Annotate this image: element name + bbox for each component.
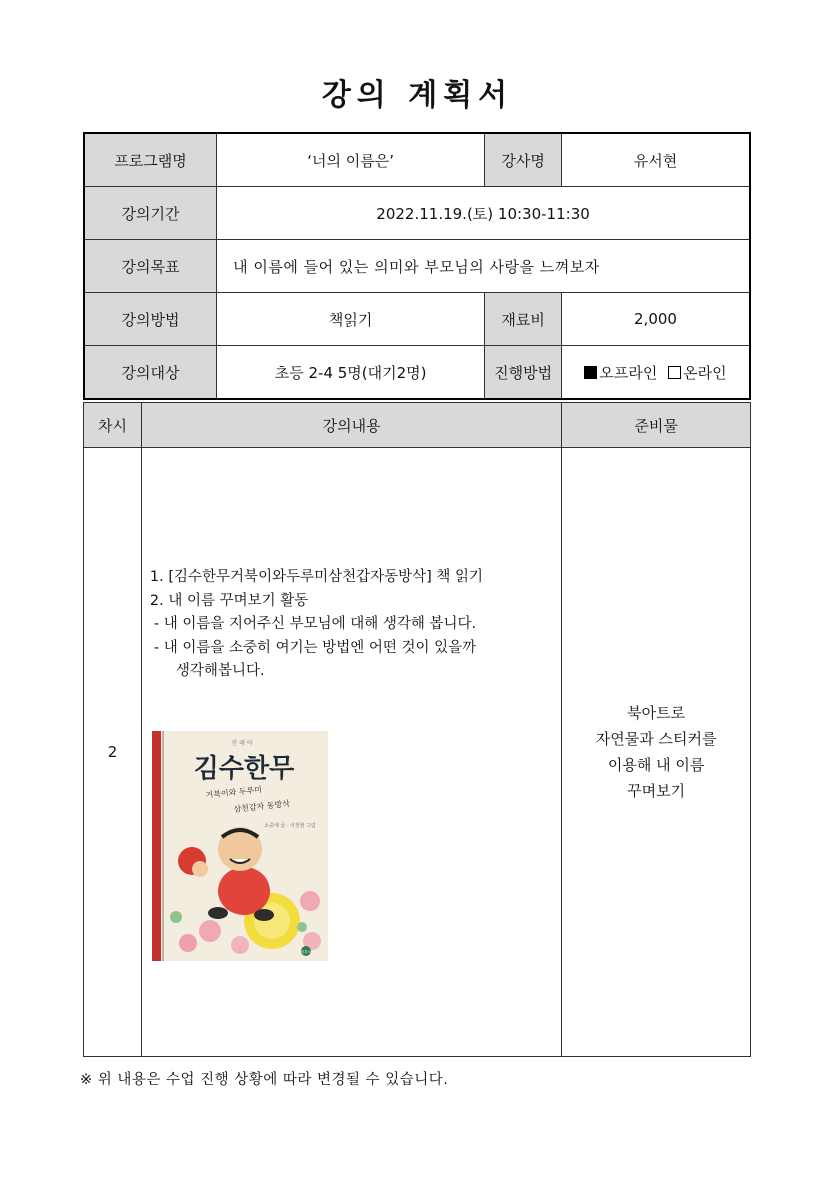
mode-offline: 오프라인 — [599, 363, 658, 382]
method-value: 책읽기 — [217, 293, 485, 346]
book-subtitle-2: 삼천갑자 동방삭 — [233, 799, 291, 814]
content-line: - 내 이름을 지어주신 부모님에 대해 생각해 봅니다. — [153, 616, 477, 632]
session-number: 2 — [84, 448, 142, 1057]
instructor-label: 강사명 — [485, 133, 562, 187]
content-cell — [141, 448, 561, 1057]
mode-options — [561, 346, 750, 400]
prep-cell — [562, 448, 751, 1057]
session-header: 차시 — [84, 403, 142, 448]
book-publisher: 비룡소 — [300, 950, 311, 954]
unchecked-box-icon — [668, 366, 681, 379]
target-label: 강의대상 — [84, 346, 217, 400]
prep-line: 북아트로 — [627, 704, 686, 722]
info-table — [83, 132, 751, 400]
goal-label: 강의목표 — [84, 240, 217, 293]
period-value: 2022.11.19.(토) 10:30-11:30 — [217, 187, 750, 240]
program-value: ‘너의 이름은’ — [217, 133, 485, 187]
mode-online: 온라인 — [683, 363, 727, 382]
book-title: 김수한무 — [193, 754, 295, 784]
prep-line: 이용해 내 이름 — [607, 756, 705, 774]
instructor-value: 유서현 — [561, 133, 750, 187]
content-line: 생각해봅니다. — [175, 663, 265, 679]
program-label: 프로그램명 — [84, 133, 217, 187]
content-header: 강의내용 — [141, 403, 561, 448]
goal-value: 내 이름에 들어 있는 의미와 부모님의 사랑을 느껴보자 — [217, 240, 750, 293]
mode-label: 진행방법 — [485, 346, 562, 400]
fee-value: 2,000 — [561, 293, 750, 346]
content-table — [83, 402, 751, 1057]
prep-header: 준비물 — [562, 403, 751, 448]
prep-line: 자연물과 스티커를 — [595, 730, 717, 748]
content-lines — [150, 566, 483, 684]
content-line: - 내 이름을 소중히 여기는 방법엔 어떤 것이 있을까 — [153, 639, 477, 656]
content-line: 2. 내 이름 꾸며보기 활동 — [149, 592, 309, 609]
fee-label: 재료비 — [485, 293, 562, 346]
prep-line: 꾸며보기 — [627, 782, 686, 800]
book-cover-image — [152, 731, 328, 961]
period-label: 강의기간 — [84, 187, 217, 240]
content-line: 1. [김수한무거북이와두루미삼천갑자동방삭] 책 읽기 — [149, 569, 484, 585]
method-label: 강의방법 — [84, 293, 217, 346]
footnote: ※ 위 내용은 수업 진행 상황에 따라 변경될 수 있습니다. — [80, 1072, 449, 1088]
book-subtitle-1: 거북이와 두루미 — [205, 785, 263, 800]
book-author: 소중애 글 · 이정현 그림 — [264, 823, 316, 829]
page-title: 강의 계획서 — [321, 78, 514, 113]
checked-box-icon — [584, 366, 597, 379]
target-value: 초등 2-4 5명(대기2명) — [217, 346, 485, 400]
book-top-text: 전 래 야 — [231, 740, 253, 747]
